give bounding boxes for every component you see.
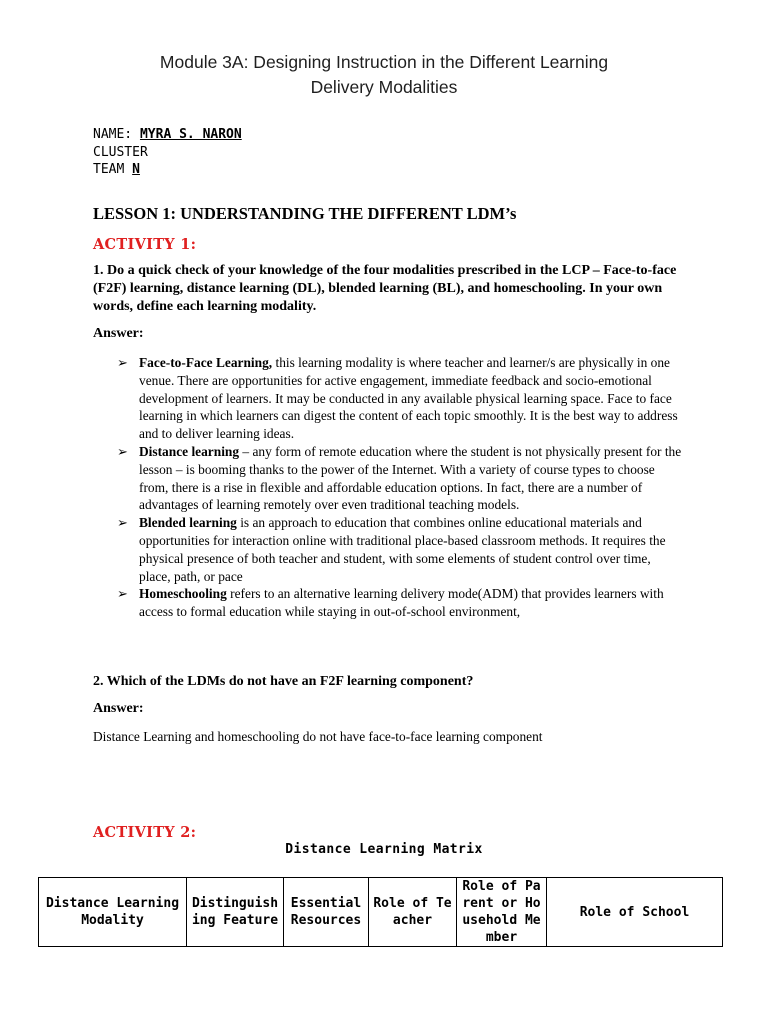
- column-header: Distance Learning Modality: [39, 878, 187, 947]
- term: Blended learning: [139, 515, 237, 531]
- activity-1-heading: ACTIVITY 1:: [93, 236, 197, 253]
- column-header: Role of Teacher: [369, 878, 457, 947]
- list-item: [93, 585, 683, 621]
- arrow-bullet-icon: ➢: [117, 443, 128, 459]
- team-row: [93, 161, 242, 179]
- name-row: [93, 126, 242, 144]
- answer-1-label: Answer:: [93, 326, 144, 341]
- list-item: [93, 443, 683, 514]
- lesson-heading: LESSON 1: UNDERSTANDING THE DIFFERENT LDM’s: [93, 204, 517, 223]
- answer-2-label: Answer:: [93, 701, 144, 716]
- arrow-bullet-icon: ➢: [117, 586, 128, 602]
- arrow-bullet-icon: ➢: [117, 515, 128, 531]
- activity-2-heading: ACTIVITY 2:: [93, 824, 197, 841]
- modality-definitions-list: [93, 354, 683, 621]
- team-value: N: [132, 162, 140, 177]
- definition: is an approach to education that combines online educational materials and opportunities for interaction online with traditional place-based classroom methods. It requires the physical presence of both teacher and student, with some elements of student control over time, place, path, or pace: [139, 515, 666, 584]
- arrow-bullet-icon: ➢: [117, 355, 128, 370]
- team-label: TEAM: [93, 162, 133, 177]
- name-label: NAME:: [93, 127, 140, 142]
- definition: – any form of remote education where the student is not physically present for the lesson – is booming thanks to the power of the Internet. With a variety of course types to choose from, there is a rise in flexible and affordable education options. In fact, there are a number of advantages of learning remotely over even traditional teaching models.: [139, 443, 682, 513]
- distance-learning-matrix: [38, 877, 723, 947]
- list-item: [93, 354, 683, 443]
- column-header: Role of School: [547, 878, 723, 947]
- term: Distance learning: [139, 443, 240, 459]
- question-2: 2. Which of the LDMs do not have an F2F learning component?: [93, 674, 474, 689]
- definition: refers to an alternative learning delivery mode(ADM) that provides learners with access to formal education while staying in out-of-school environment,: [139, 586, 664, 620]
- answer-2-text: Distance Learning and homeschooling do not have face-to-face learning component: [93, 729, 543, 744]
- term: Homeschooling: [139, 586, 227, 602]
- list-item: [93, 514, 683, 585]
- table-header-row: [39, 878, 723, 947]
- cluster-label: CLUSTER: [93, 144, 148, 160]
- column-header: Distinguishing Feature: [187, 878, 284, 947]
- column-header: Role of Parent or Household Member: [457, 878, 547, 947]
- name-value: MYRA S. NARON: [139, 127, 242, 142]
- term: Face-to-Face Learning,: [139, 355, 273, 370]
- question-1: 1. Do a quick check of your knowledge of the four modalities prescribed in the LCP – Face-to-face (F2F) learning, distance learning (DL), blended learning (BL), and homeschooling. In your own words, define each learning modality.: [93, 263, 677, 314]
- page-title: [0, 50, 768, 100]
- column-header: Essential Resources: [284, 878, 369, 947]
- definition: this learning modality is where teacher and learner/s are physically in one venue. There are opportunities for active engagement, immediate feedback and socio-emotional development of learners. It may be conducted in any available physical learning space. Face to face learning in which learners can digest the content of each topic smoothly. It is the best way to address and to deliver learning ideas.: [139, 355, 678, 442]
- student-info: [93, 126, 242, 179]
- matrix-title: Distance Learning Matrix: [285, 842, 483, 857]
- title-line-2: Delivery Modalities: [310, 77, 458, 97]
- title-line-1: Module 3A: Designing Instruction in the Different Learning: [159, 52, 609, 72]
